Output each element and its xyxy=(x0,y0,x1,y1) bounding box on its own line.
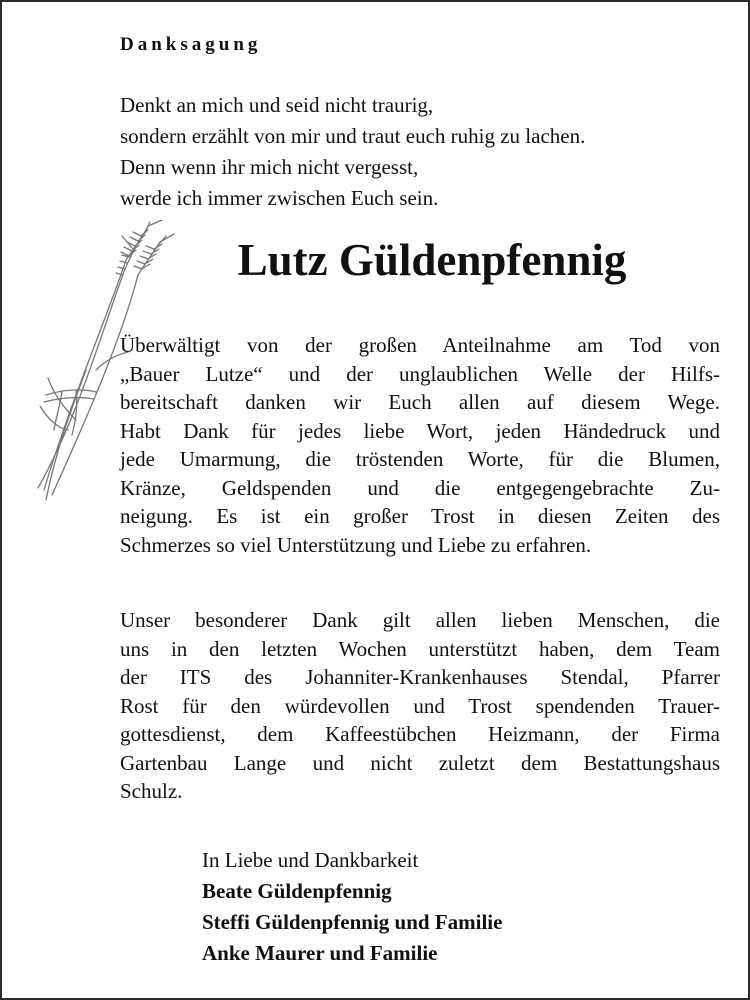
paragraph-line: Überwältigt von der großen Anteilnahme am Tod von xyxy=(120,333,720,357)
paragraph-line: Schulz. xyxy=(120,779,183,803)
closing-signature xyxy=(202,845,502,969)
thanks-paragraph xyxy=(120,331,720,559)
paragraph-line: Schmerzes so viel Unterstützung und Liebe zu erfahren. xyxy=(120,532,592,557)
paragraph-line: Habt Dank für jedes liebe Wort, jeden Händedruck und xyxy=(120,418,720,443)
paragraph-line: jede Umarmung, die tröstenden Worte, für die Blumen, xyxy=(120,447,720,471)
poem-line: sondern erzählt von mir und traut euch ruhig zu lachen. xyxy=(120,124,586,148)
paragraph-line: Gartenbau Lange und nicht zuletzt dem Bestattungshaus xyxy=(120,750,720,775)
closing-phrase: In Liebe und Dankbarkeit xyxy=(202,848,419,872)
paragraph-line: Kränze, Geldspenden und die entgegengebrachte Zu- xyxy=(120,475,720,500)
paragraph-line: „Bauer Lutze“ und der unglaublichen Welle der Hilfs- xyxy=(120,361,720,386)
paragraph-line: gottesdienst, dem Kaffeestübchen Heizmann, der Firma xyxy=(120,722,720,746)
poem-line: Denkt an mich und seid nicht traurig, xyxy=(120,93,434,117)
poem-line: Denn wenn ihr mich nicht vergesst, xyxy=(120,155,419,179)
heading: Danksagung xyxy=(120,34,262,55)
signer-name: Anke Maurer und Familie xyxy=(202,941,438,965)
paragraph-line: Unser besonderer Dank gilt allen lieben Menschen, die xyxy=(120,608,720,632)
special-thanks-paragraph xyxy=(120,606,720,806)
paragraph-line: uns in den letzten Wochen unterstützt haben, dem Team xyxy=(120,636,720,661)
paragraph-line: der ITS des Johanniter-Krankenhauses Stendal, Pfarrer xyxy=(120,665,720,689)
paragraph-line: neigung. Es ist ein großer Trost in diesen Zeiten des xyxy=(120,504,720,528)
deceased-name: Lutz Güldenpfennig xyxy=(237,235,627,285)
signer-name: Steffi Güldenpfennig und Familie xyxy=(202,910,503,934)
poem-line: werde ich immer zwischen Euch sein. xyxy=(120,186,439,210)
poem xyxy=(120,90,585,214)
paragraph-line: Rost für den würdevollen und Trost spendenden Trauer- xyxy=(120,693,720,718)
signer-name: Beate Güldenpfennig xyxy=(202,879,392,903)
paragraph-line: bereitschaft danken wir Euch allen auf diesem Wege. xyxy=(120,390,720,414)
